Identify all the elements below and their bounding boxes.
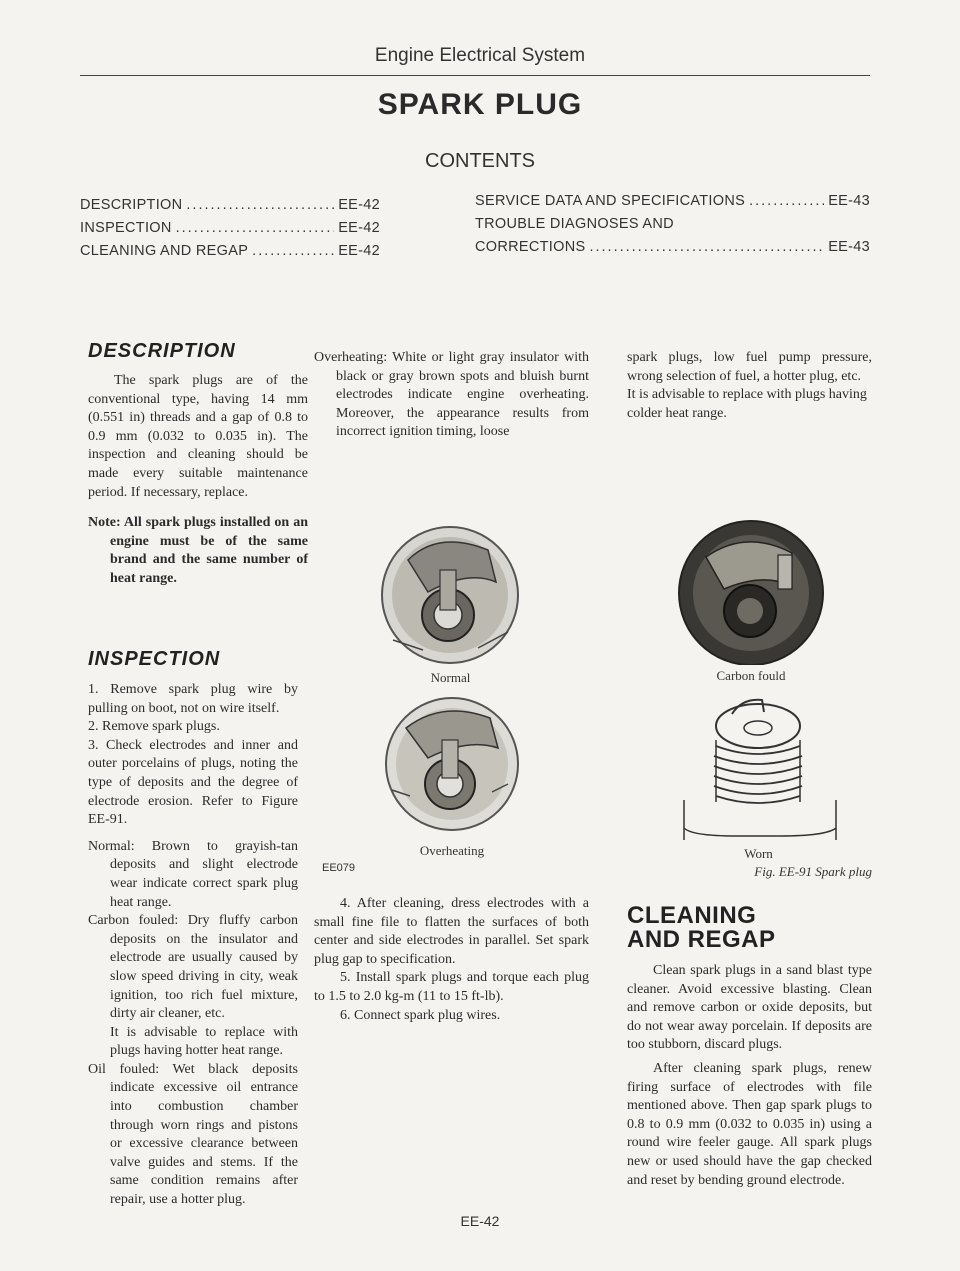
toc-entry	[80, 243, 380, 266]
label-normal: Normal	[430, 670, 471, 685]
inspection-heading: INSPECTION	[88, 648, 221, 670]
header-rule	[80, 75, 870, 76]
procedure-step: 6. Connect spark plug wires.	[340, 1007, 501, 1023]
toc-label: INSPECTION	[80, 220, 172, 236]
toc-entry	[475, 193, 870, 216]
toc-leader	[749, 193, 824, 209]
toc-leader	[176, 220, 335, 236]
label-overheating: Overheating	[419, 843, 485, 858]
right-column-text	[627, 349, 872, 423]
condition-carbon-fouled: Carbon fouled: Dry fluffy carbon deposits on the insulator and electrode are usually caused by slow speed driving in city, weak ignition, too rich fuel mixture, dirty air cleaner, etc.	[88, 913, 298, 1022]
figure-code: EE079	[322, 862, 356, 874]
normal-plug-image	[368, 520, 533, 665]
procedure-step: 4. After cleaning, dress electrodes with a small fine file to flatten the surfaces of both center and side electrodes in parallel. Set spark plug gap to specification.	[314, 896, 589, 967]
running-head: Engine Electrical System	[374, 45, 586, 66]
cleaning-heading	[627, 904, 776, 952]
toc-page: EE-42	[338, 220, 380, 236]
inspection-section	[88, 681, 298, 1210]
page-title: SPARK PLUG	[377, 88, 583, 121]
condition-normal: Normal: Brown to grayish-tan deposits and slight electrode wear indicate correct spark plug heat range.	[88, 838, 298, 910]
toc-page: EE-42	[338, 243, 380, 259]
label-carbon-fouled: Carbon fould	[716, 668, 786, 683]
description-section	[88, 372, 308, 589]
toc-label: SERVICE DATA AND SPECIFICATIONS	[475, 193, 746, 209]
toc-label: DESCRIPTION	[80, 197, 183, 213]
cleaning-section	[627, 962, 872, 1190]
cleaning-heading-line: AND REGAP	[627, 926, 776, 953]
condition-carbon-advice: It is advisable to replace with plugs having hotter heat range.	[110, 1024, 298, 1059]
page-number: EE-42	[460, 1213, 500, 1229]
toc-leader	[186, 197, 334, 213]
procedure-step: 5. Install spark plugs and torque each plug to 1.5 to 2.0 kg-m (11 to 15 ft-lb).	[314, 970, 589, 1004]
worn-plug-drawing	[676, 690, 841, 850]
procedure-section	[314, 895, 589, 1025]
toc-entry	[475, 239, 870, 262]
description-heading: DESCRIPTION	[88, 340, 236, 362]
inspection-step: 2. Remove spark plugs.	[88, 719, 220, 735]
toc-label: CORRECTIONS	[475, 239, 586, 255]
description-paragraph: The spark plugs are of the conventional type, having 14 mm (0.551 in) threads and a gap of 0.8 to 0.9 mm (0.032 to 0.035 in). The inspection and cleaning should be made every suitable maintenance period. If necessary, replace.	[88, 373, 308, 500]
toc-left	[80, 197, 380, 266]
description-note: Note: All spark plugs installed on an engine must be of the same brand and the same number of heat range.	[88, 515, 308, 586]
cleaning-paragraph: Clean spark plugs in a sand blast type cleaner. Avoid excessive blasting. Clean and remove carbon or oxide deposits, but do not wear away porcelain. If deposits are too stubborn, discard plugs.	[627, 963, 872, 1053]
condition-oil-fouled: Oil fouled: Wet black deposits indicate excessive oil entrance into combustion chamber through worn rings and pistons or excessive clearance between valve guides and stems. If the same condition remains after repair, use a hotter plug.	[88, 1061, 298, 1208]
figure-caption: Fig. EE-91 Spark plug	[754, 864, 872, 879]
toc-label: TROUBLE DIAGNOSES AND	[475, 216, 674, 232]
overheating-continuation: spark plugs, low fuel pump pressure, wrong selection of fuel, a hotter plug, etc.	[627, 350, 872, 384]
condition-overheating: Overheating: White or light gray insulator with black or gray brown spots and bluish burnt electrodes indicate engine overheating. Moreover, the appearance results from incorrect ignition timing, loose	[314, 350, 589, 440]
inspection-step: 1. Remove spark plug wire by pulling on boot, not on wire itself.	[88, 682, 298, 716]
toc-leader	[589, 239, 824, 255]
toc-page: EE-43	[828, 239, 870, 255]
inspection-step: 3. Check electrodes and inner and outer porcelains of plugs, noting the type of deposits and the degree of electrode erosion. Refer to Figure EE-91.	[88, 737, 298, 828]
toc-leader	[252, 243, 334, 259]
label-worn: Worn	[744, 846, 773, 861]
toc-entry	[80, 220, 380, 243]
carbon-fouled-plug-image	[666, 515, 836, 665]
overheating-plug-image	[372, 692, 532, 834]
toc-page: EE-43	[828, 193, 870, 209]
contents-title: CONTENTS	[425, 150, 535, 172]
toc-entry	[475, 216, 870, 239]
cleaning-heading-line: CLEANING	[627, 902, 757, 929]
toc-entry	[80, 197, 380, 220]
toc-right	[475, 193, 870, 262]
toc-page: EE-42	[338, 197, 380, 213]
toc-label: CLEANING AND REGAP	[80, 243, 249, 259]
cleaning-paragraph: After cleaning spark plugs, renew firing surface of electrodes with file mentioned above. Then gap spark plugs to 0.8 to 0.9 mm (0.032 to 0.035 in) using a round wire feeler gauge. All spark plugs new or used should have the gap checked and reset by bending ground electrode.	[627, 1060, 872, 1188]
colder-plug-advice: It is advisable to replace with plugs having colder heat range.	[627, 387, 867, 421]
overheating-text	[314, 349, 589, 442]
